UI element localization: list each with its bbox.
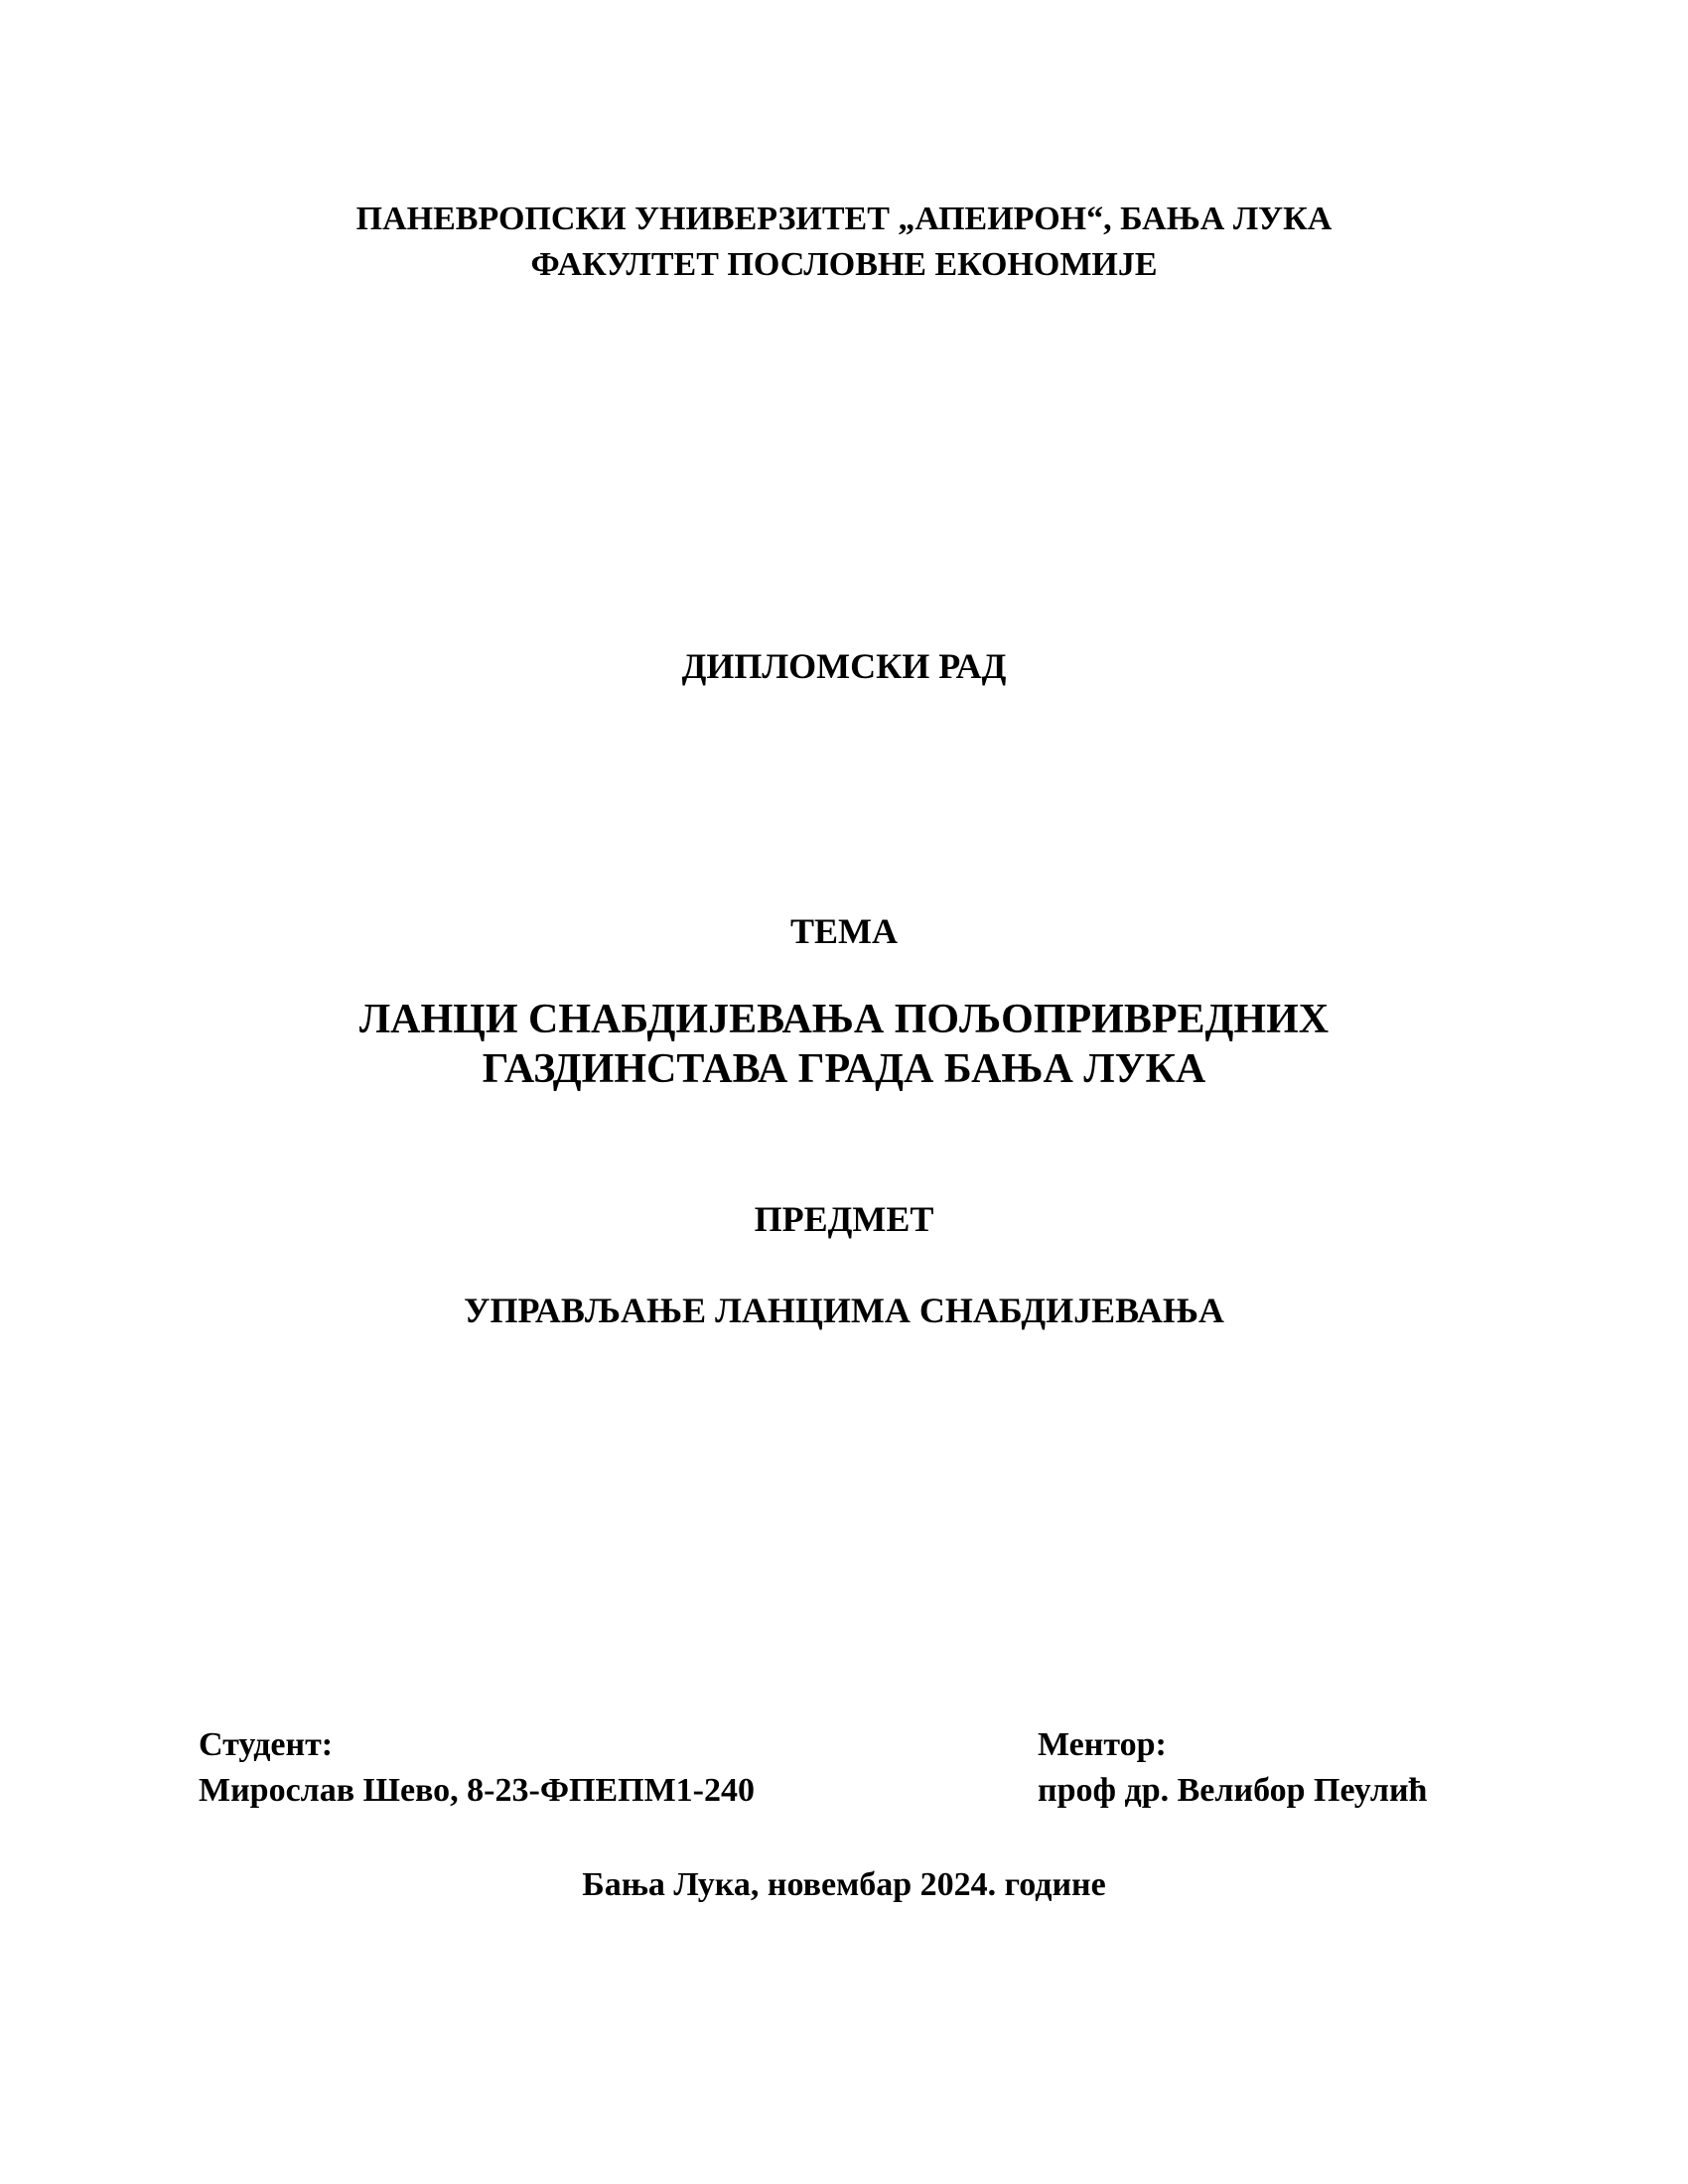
university-name: ПАНЕВРОПСКИ УНИВЕРЗИТЕТ „АПЕИРОН“, БАЊА ЛУКА — [355, 201, 1333, 237]
mentor-block — [1038, 1722, 1427, 1814]
student-label: Студент: — [199, 1726, 334, 1763]
student-value: Мирослав Шево, 8-23-ФПЕПМ1-240 — [199, 1772, 756, 1809]
mentor-value: проф др. Велибор Пеулић — [1038, 1772, 1428, 1809]
thesis-title-line-1: ЛАНЦИ СНАБДИЈЕВАЊА ПОЉОПРИВРЕДНИХ — [358, 997, 1330, 1042]
topic-label: ТЕМА — [790, 911, 898, 951]
thesis-title-line-2: ГАЗДИНСТАВА ГРАДА БАЊА ЛУКА — [482, 1046, 1206, 1092]
student-block — [199, 1722, 755, 1814]
mentor-label: Ментор: — [1038, 1726, 1167, 1763]
faculty-name: ФАКУЛТЕТ ПОСЛОВНЕ ЕКОНОМИЈЕ — [530, 246, 1158, 283]
place-and-date: Бања Лука, новембар 2024. године — [582, 1866, 1106, 1903]
subject-label: ПРЕДМЕТ — [754, 1199, 934, 1239]
subject-name: УПРАВЉАЊЕ ЛАНЦИМА СНАБДИЈЕВАЊА — [464, 1291, 1224, 1330]
document-type: ДИПЛОМСКИ РАД — [681, 646, 1007, 686]
